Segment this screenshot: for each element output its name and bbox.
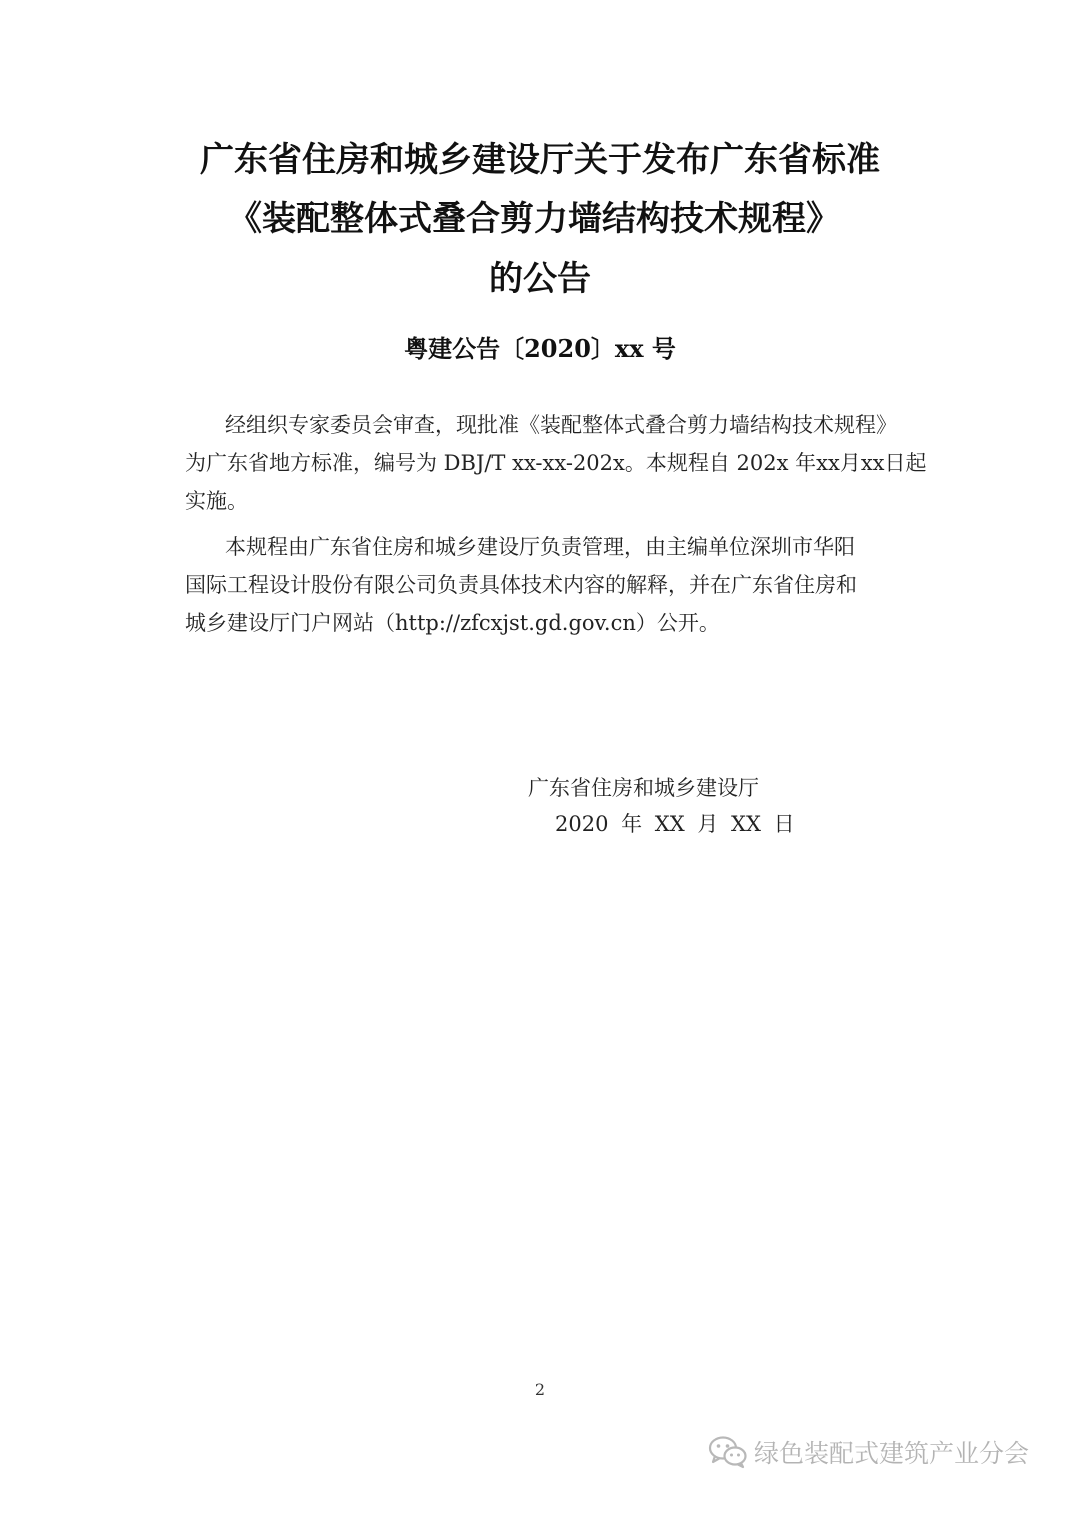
title-line-1: 广东省住房和城乡建设厅关于发布广东省标准 bbox=[200, 140, 880, 180]
title-line-3: 的公告 bbox=[489, 259, 591, 299]
paragraph-line: 实施。 bbox=[185, 489, 248, 513]
paragraph-line: 为广东省地方标准，编号为 DBJ/T xx-xx-202x。本规程自 202x 年xx月xx日起 bbox=[185, 451, 927, 475]
signature-organization: 广东省住房和城乡建设厅 bbox=[528, 776, 759, 800]
wechat-icon bbox=[708, 1435, 748, 1469]
signature-date: 2020 年 XX 月 XX 日 bbox=[555, 812, 795, 836]
paragraph-line: 经组织专家委员会审查，现批准《装配整体式叠合剪力墙结构技术规程》 bbox=[225, 413, 897, 437]
title-line-2: 《装配整体式叠合剪力墙结构技术规程》 bbox=[228, 199, 840, 239]
body-paragraph-1 bbox=[185, 406, 927, 520]
page-number: 2 bbox=[534, 1380, 546, 1399]
watermark bbox=[708, 1432, 1029, 1472]
watermark-text: 绿色装配式建筑产业分会 bbox=[754, 1439, 1030, 1468]
paragraph-line: 城乡建设厅门户网站（http://zfcxjst.gd.gov.cn）公开。 bbox=[185, 611, 720, 635]
paragraph-line: 本规程由广东省住房和城乡建设厅负责管理，由主编单位深圳市华阳 bbox=[225, 535, 855, 559]
body-paragraph-2 bbox=[185, 528, 895, 642]
document-number: 粤建公告〔2020〕xx 号 bbox=[404, 334, 676, 363]
paragraph-line: 国际工程设计股份有限公司负责具体技术内容的解释，并在广东省住房和 bbox=[185, 573, 857, 597]
